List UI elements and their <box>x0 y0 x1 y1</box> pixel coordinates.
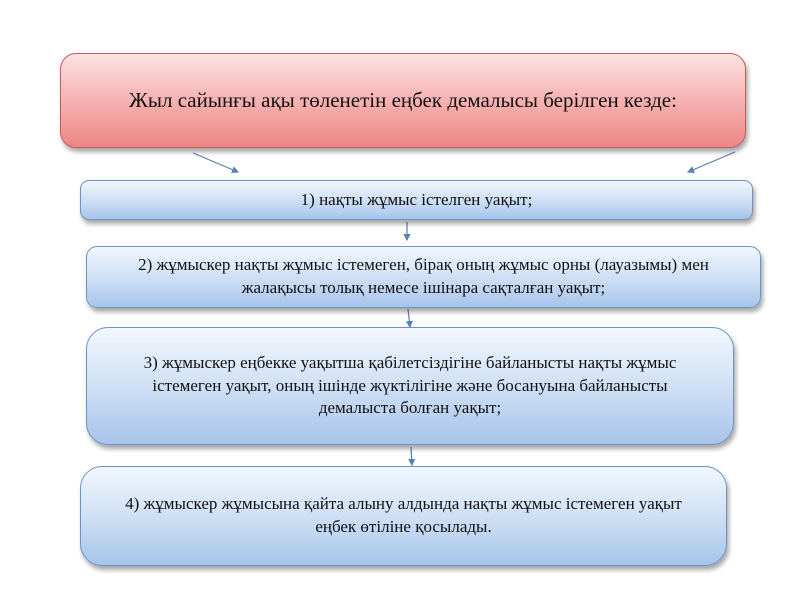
arrow-header-left <box>193 153 238 172</box>
arrow-header-right <box>688 152 735 172</box>
item-box-4 <box>80 466 727 566</box>
header-box <box>60 53 746 148</box>
item-box-3 <box>86 327 734 445</box>
item-box-1 <box>80 180 753 220</box>
item-text-1: 1) нақты жұмыс істелген уақыт; <box>300 189 533 209</box>
item-text-3: 3) жұмыскер еңбекке уақытша қабілетсіздігіне байланысты нақты жұмыс істемеген уақыт, оның ішінде жүктілігіне және босануына байланысты демалыста болған уақыт; <box>143 352 677 418</box>
item-text-4: 4) жұмыскер жұмысына қайта алыну алдында нақты жұмыс істемеген уақыт еңбек өтіліне қосылады. <box>125 494 682 536</box>
arrow-item2-item3 <box>408 309 410 327</box>
arrow-item3-item4 <box>411 447 412 465</box>
header-text: Жыл сайынғы ақы төленетін еңбек демалысы берілген кезде: <box>129 88 677 113</box>
item-box-2 <box>86 246 761 308</box>
item-text-2: 2) жұмыскер нақты жұмыс істемеген, бірақ оның жұмыс орны (лауазымы) мен жалақысы толық немесе ішінара сақталған уақыт; <box>138 255 709 297</box>
